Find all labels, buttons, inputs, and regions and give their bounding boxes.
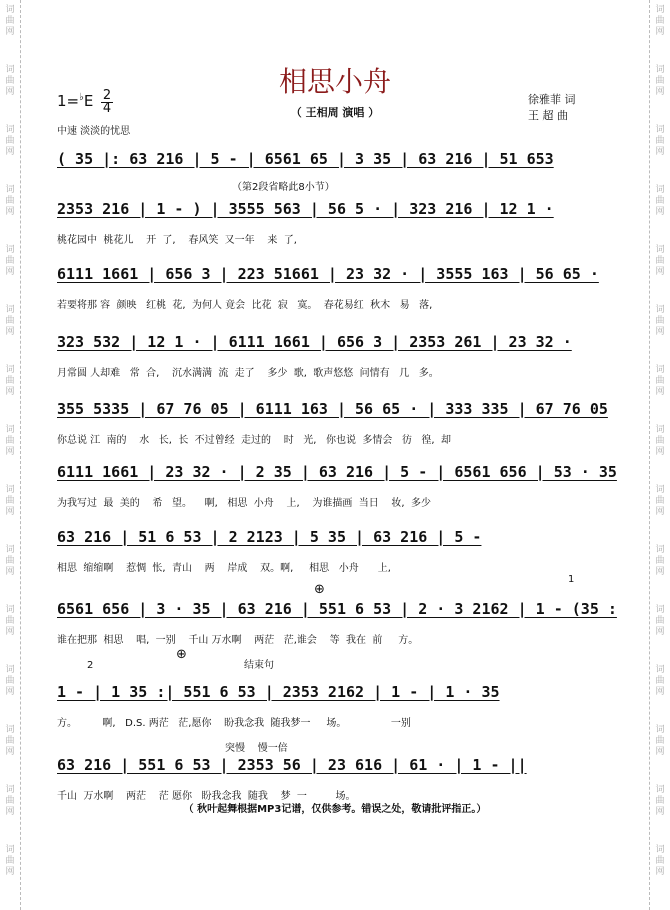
notation-line: 355 5335 | 67 76 05 | 6111 163 | 56 65 · | 333 335 | 67 76 05 [57, 400, 608, 418]
watermark-text: 词 曲 网 [5, 5, 15, 37]
watermark-text: 词 曲 网 [5, 665, 15, 697]
watermark-text: 词 曲 网 [655, 125, 665, 157]
watermark-text: 词 曲 网 [5, 245, 15, 277]
lyric-line: 你总说 江 南的 水 长, 长 不过曾经 走过的 时 光, 你也说 多情会 彷 徨, 却 [57, 435, 451, 446]
slow-label: 突慢 慢一倍 [225, 743, 288, 754]
notation-line: 63 216 | 51 6 53 | 2 2123 | 5 35 | 63 216 | 5 - [57, 528, 482, 546]
watermark-text: 词 曲 网 [5, 65, 15, 97]
watermark-text: 词 曲 网 [655, 185, 665, 217]
notation-line: 2353 216 | 1 - ) | 3555 563 | 56 5 · | 323 216 | 12 1 · [57, 200, 554, 218]
watermark-text: 词 曲 网 [655, 725, 665, 757]
watermark-text: 词 曲 网 [655, 5, 665, 37]
singer-credit: （ 王相周 演唱 ） [290, 106, 380, 119]
watermark-text: 词 曲 网 [5, 125, 15, 157]
watermark-text: 词 曲 网 [655, 245, 665, 277]
watermark-text: 词 曲 网 [655, 305, 665, 337]
lyric-line: 方。 啊, D.S. 两茫 茫,愿你 盼我念我 随我梦一 场。 一别 [57, 718, 411, 729]
composer-credit: 王 超 曲 [528, 109, 568, 122]
watermark-text: 词 曲 网 [655, 545, 665, 577]
watermark-text: 词 曲 网 [5, 485, 15, 517]
watermark-text: 词 曲 网 [5, 425, 15, 457]
lyric-line: 千山 万水啊 两茫 茫 愿你 盼我念我 随我 梦 一 场。 [57, 791, 356, 802]
notation-line: ( 35 |: 63 216 | 5 - | 6561 65 | 3 35 | 63 216 | 51 653 [57, 150, 554, 168]
watermark-text: 词 曲 网 [655, 845, 665, 877]
time-signature: 2 4 [102, 88, 112, 116]
lyric-line: 月常圆 人却难 常 合, 沉水满满 流 走了 多少 歌, 歌声悠悠 问情有 几 多。 [57, 368, 439, 379]
watermark-text: 词 曲 网 [655, 605, 665, 637]
watermark-text: 词 曲 网 [655, 785, 665, 817]
coda-mark: ⊕ [176, 647, 187, 662]
lyric-line: 若要将那 容 颜映 红桃 花, 为何人 竟会 比花 寂 寞。 春花易红 秋木 易 落, [57, 300, 433, 311]
watermark-text: 词 曲 网 [5, 845, 15, 877]
credits [528, 92, 576, 124]
watermark-text: 词 曲 网 [5, 185, 15, 217]
watermark-text: 词 曲 网 [655, 485, 665, 517]
segno-mark: ⊕ [314, 582, 325, 597]
watermark-text: 词 曲 网 [655, 65, 665, 97]
lyric-line: 为我写过 最 美的 希 望。 啊, 相思 小舟 上, 为谁描画 当日 妆, 多少 [57, 498, 431, 509]
lyric-line: 谁在把那 相思 唱, 一别 千山 万水啊 两茫 茫,谁会 等 我在 前 方。 [57, 635, 419, 646]
watermark-text: 词 曲 网 [655, 425, 665, 457]
volta-1: 1 [568, 574, 575, 585]
watermark-text: 词 曲 网 [5, 725, 15, 757]
watermark-text: 词 曲 网 [5, 365, 15, 397]
watermark-text: 词 曲 网 [5, 305, 15, 337]
watermark-text: 词 曲 网 [5, 605, 15, 637]
volta-2: 2 [87, 660, 94, 671]
watermark-text: 词 曲 网 [5, 545, 15, 577]
tempo-marking: 中速 淡淡的忧思 [57, 126, 131, 137]
skip-note: （第2段省略此8小节） [232, 182, 335, 193]
lyricist-credit: 徐雅菲 词 [528, 93, 576, 106]
lyric-line: 桃花园中 桃花儿 开 了, 春风笑 又一年 来 了, [57, 235, 297, 246]
notation-line: 6111 1661 | 656 3 | 223 51661 | 23 32 · | 3555 163 | 56 65 · [57, 265, 599, 283]
notation-line: 63 216 | 551 6 53 | 2353 56 | 23 616 | 61 · | 1 - || [57, 756, 527, 774]
notation-line: 6561 656 | 3 · 35 | 63 216 | 551 6 53 | 2 · 3 2162 | 1 - (35 : [57, 600, 617, 618]
key-signature: 1=♭E [57, 92, 94, 110]
notation-line: 1 - | 1 35 :| 551 6 53 | 2353 2162 | 1 - | 1 · 35 [57, 683, 500, 701]
song-title: 相思小舟 [278, 65, 391, 98]
notation-line: 323 532 | 12 1 · | 6111 1661 | 656 3 | 2353 261 | 23 32 · [57, 333, 572, 351]
ending-label: 结束句 [244, 660, 274, 671]
watermark-text: 词 曲 网 [655, 665, 665, 697]
watermark-text: 词 曲 网 [5, 785, 15, 817]
lyric-line: 相思 缩缩啊 惹惆 怅, 青山 两 岸成 双。啊, 相思 小舟 上, [57, 563, 391, 574]
footer-note: （ 秋叶起舞根据MP3记谱，仅供参考。错误之处，敬请批评指正。） [183, 804, 487, 815]
notation-line: 6111 1661 | 23 32 · | 2 35 | 63 216 | 5 - | 6561 656 | 53 · 35 [57, 463, 617, 481]
watermark-text: 词 曲 网 [655, 365, 665, 397]
